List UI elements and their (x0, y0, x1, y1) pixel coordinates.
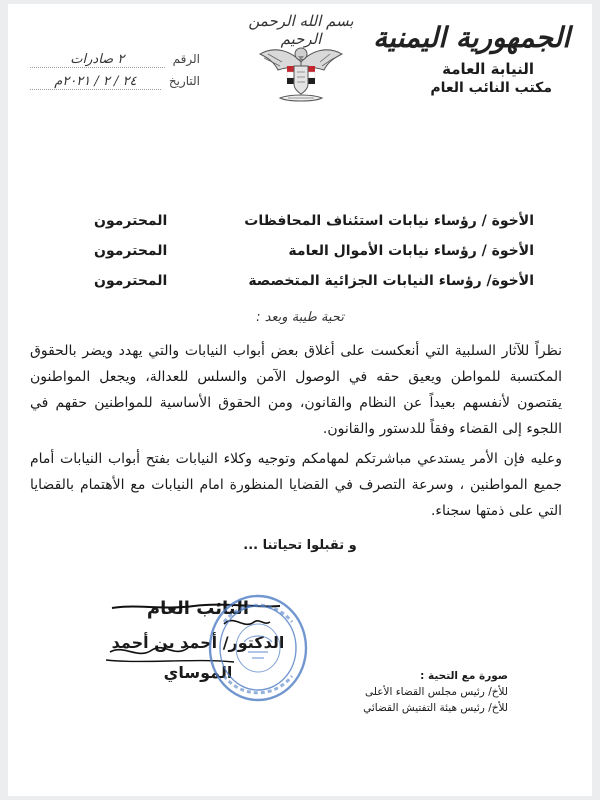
addressee-row (94, 206, 534, 236)
addressee-recipient: الأخوة / رؤساء نيابات استئناف المحافظات (244, 213, 534, 229)
closing-line: و تقبلوا تحياتنا ... (243, 538, 357, 553)
reference-number-row (30, 52, 200, 74)
addressee-recipient: الأخوة/ رؤساء النيابات الجزائية المتخصصة (248, 273, 534, 289)
reference-date-label: التاريخ (168, 74, 200, 88)
yemen-eagle-emblem-icon (254, 32, 348, 112)
cc-heading: صورة مع التحية : (420, 670, 508, 682)
basmala: بسم الله الرحمن الرحيم (248, 12, 354, 48)
cc-item: للأخ/ رئيس هيئة التفتيش القضائي (363, 702, 508, 714)
addressee-row (94, 266, 534, 296)
reference-number-value: ٢ صادرات (30, 52, 165, 68)
addressee-honorific: المحترمون (94, 213, 168, 229)
issuer-header (370, 18, 570, 96)
addressee-honorific: المحترمون (94, 243, 168, 259)
letter-body (30, 338, 562, 528)
body-paragraph: نظراً للآثار السلبية التي أنعكست على أغلاق بعض أبواب النيابات والتي يهدد ويضر بالحقوق المكتسبة للمواطن ويعيق حقه في الوصول الآمن والسلس للعدالة، ويجعل المواطنون يقتصون لأنفسهم بعيداً عن النظام والقانون، ومن الحقوق الأساسية للمواطنين حقهم في اللجوء إلى القضاء وفقاً للدستور والقانون. (30, 343, 562, 437)
issuer-line2: مكتب النائب العام (430, 80, 552, 96)
reference-block (30, 52, 200, 96)
cc-list (308, 668, 508, 716)
issuer-title: الجمهورية اليمنية (373, 21, 570, 54)
letter-page (8, 4, 592, 796)
reference-number-label: الرقم (172, 52, 200, 66)
addressee-honorific: المحترمون (94, 273, 168, 289)
official-round-seal-icon (206, 592, 310, 704)
issuer-line1: النيابة العامة (442, 60, 534, 78)
reference-date-value: ٢٤ / ٢ / ٢٠٢١م (30, 74, 161, 90)
addressee-row (94, 236, 534, 266)
signer-name: الدكتور/ أحمد بن أحمد الموساي (111, 633, 285, 682)
addressee-recipient: الأخوة / رؤساء نيابات الأموال العامة (288, 243, 534, 259)
cc-item: للأخ/ رئيس مجلس القضاء الأعلى (364, 686, 508, 698)
reference-date-row (30, 74, 200, 96)
body-paragraph: وعليه فإن الأمر يستدعي مباشرتكم لمهامكم وتوجيه وكلاء النيابات بفتح أبواب النيابات أمام جميع المواطنين ، وسرعة التصرف في القضايا المنظورة امام النيابات مع الأهتمام بالقضايا التي على ذمتها سجناء. (30, 451, 562, 519)
signer-title: النائب العام (146, 598, 250, 619)
greeting: تحية طيبة وبعد : (256, 310, 344, 325)
addressee-list (94, 206, 534, 296)
